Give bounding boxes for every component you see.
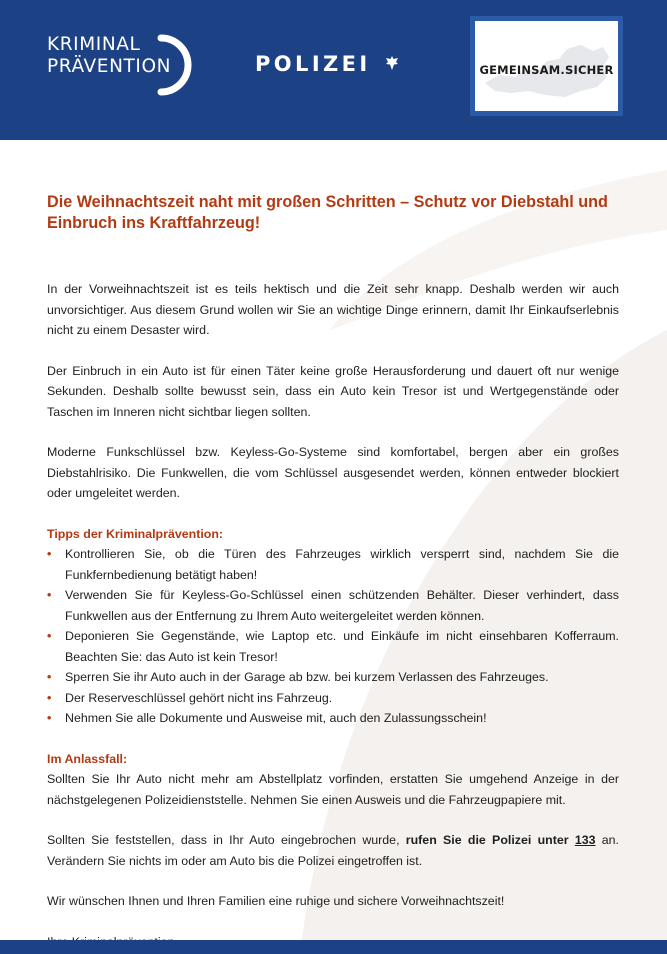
gemeinsam-sicher-text: GEMEINSAM.SICHER xyxy=(479,63,614,77)
logo-arc-icon xyxy=(155,32,195,98)
bullet-icon: • xyxy=(47,690,52,705)
tip-item xyxy=(47,688,619,709)
incident-paragraph: Sollten Sie Ihr Auto nicht mehr am Abstellplatz vorfinden, erstatten Sie umgehend Anzeige in der nächstgelegenen Polizeidienststelle. Nehmen Sie einen Ausweis und die Fahrzeugpapiere mit. xyxy=(47,772,619,807)
keyless-paragraph: Moderne Funkschlüssel bzw. Keyless-Go-Systeme sind komfortabel, bergen aber ein großes Diebstahlrisiko. Die Funkwellen, die vom Schlüssel ausgesendet werden, können entweder blockiert oder umgeleitet werden. xyxy=(47,445,619,500)
main-content xyxy=(47,192,619,952)
tip-text: Deponieren Sie Gegenstände, wie Laptop etc. und Einkäufe im nicht einsehbaren Kofferraum. Beachten Sie: das Auto ist kein Tresor! xyxy=(65,629,619,664)
page-title: Die Weihnachtszeit naht mit großen Schritten – Schutz vor Diebstahl und Einbruch ins Kraftfahrzeug! xyxy=(47,193,608,232)
tip-item xyxy=(47,626,619,667)
bullet-icon: • xyxy=(47,670,52,684)
call-police-text-end: an. Verändern Sie nichts im oder am Auto bis die Polizei eingetroffen ist. xyxy=(47,833,619,868)
call-police-emphasis: rufen Sie die Polizei unter xyxy=(405,833,575,847)
tips-title: Tipps der Kriminalprävention: xyxy=(47,526,224,541)
header-banner xyxy=(0,0,667,140)
tip-text: Der Reserveschlüssel gehört nicht ins Fahrzeug. xyxy=(65,690,333,705)
tip-text: Kontrollieren Sie, ob die Türen des Fahrzeuges wirklich versperrt sind, nachdem Sie die Funkfernbedienung betätigt haben! xyxy=(65,547,619,582)
tip-item xyxy=(47,667,619,688)
polizei-wordmark: POLIZEI xyxy=(255,52,371,76)
tip-item xyxy=(47,544,619,585)
kriminalpraevention-logo xyxy=(47,34,171,78)
closing-wishes: Wir wünschen Ihnen und Ihren Familien eine ruhige und sichere Vorweihnachtszeit! xyxy=(47,894,505,908)
bullet-icon: • xyxy=(47,547,52,561)
tip-item xyxy=(47,708,619,729)
police-phone-number: 133 xyxy=(574,833,596,847)
gemeinsam-sicher-logo xyxy=(470,16,623,116)
tips-list xyxy=(47,544,619,729)
incident-title: Im Anlassfall: xyxy=(47,751,128,766)
bullet-icon: • xyxy=(47,711,52,725)
bullet-icon: • xyxy=(47,588,52,602)
logo-line-praevention: PRÄVENTION xyxy=(47,56,172,77)
bullet-icon: • xyxy=(47,629,52,643)
call-police-paragraph xyxy=(47,830,619,871)
intro-paragraph: In der Vorweihnachtszeit ist es teils hektisch und die Zeit sehr knapp. Deshalb werden wir auch unvorsichtiger. Aus diesem Grund wollen wir Sie an wichtige Dinge erinnern, damit Ihr Einkaufserlebnis nicht zu einem Desaster wird. xyxy=(47,282,619,337)
tip-text: Verwenden Sie für Keyless-Go-Schlüssel einen schützenden Behälter. Dieser verhindert, dass Funkwellen aus der Entfernung zu Ihrem Auto weitergeleitet werden können. xyxy=(65,588,619,623)
car-break-in-paragraph: Der Einbruch in ein Auto ist für einen Täter keine große Herausforderung und dauert oft nur wenige Sekunden. Deshalb sollte bewusst sein, dass ein Auto kein Tresor ist und Wertgegenstände oder Taschen im Inneren nicht sichtbar liegen sollten. xyxy=(47,363,619,419)
tip-text: Nehmen Sie alle Dokumente und Ausweise mit, auch den Zulassungsschein! xyxy=(65,711,487,725)
tip-item xyxy=(47,585,619,626)
eagle-emblem-icon xyxy=(385,55,399,71)
call-police-text-start: Sollten Sie feststellen, dass in Ihr Auto eingebrochen wurde, xyxy=(47,833,406,847)
tip-text: Sperren Sie ihr Auto auch in der Garage ab bzw. bei kurzem Verlassen des Fahrzeuges. xyxy=(65,670,549,684)
footer-bar xyxy=(0,940,667,954)
logo-line-kriminal: KRIMINAL xyxy=(47,34,141,55)
